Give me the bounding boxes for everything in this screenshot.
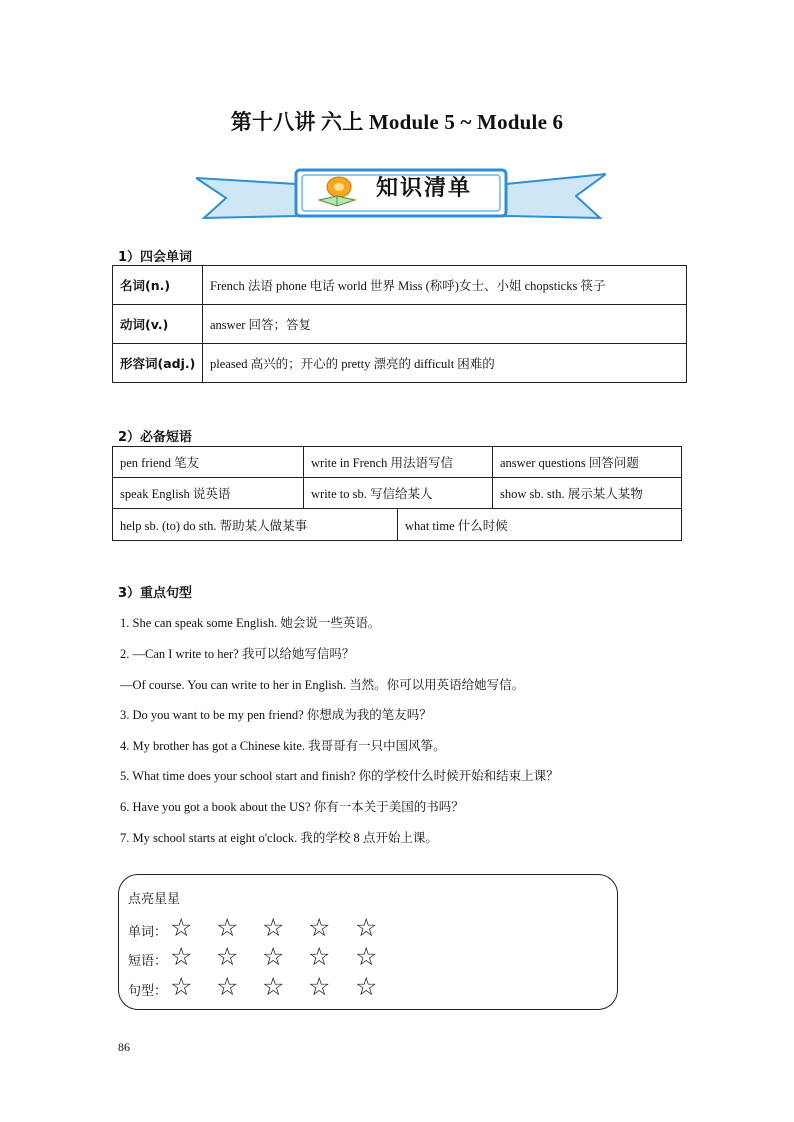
page-title: 第十八讲 六上 Module 5 ~ Module 6 [230, 110, 564, 134]
star-icon[interactable]: ☆ [262, 942, 285, 971]
star-row-label-sentences: 句型： [128, 984, 168, 999]
table-cell-label: 形容词(adj.) [113, 344, 203, 383]
table-cell: pleased 高兴的；开心的 pretty 漂亮的 difficult 困难的 [203, 344, 687, 383]
table-cell: help sb. (to) do sth. 帮助某人做某事 [113, 509, 398, 541]
table-cell: pen friend 笔友 [113, 447, 304, 478]
page-number: 86 [118, 1040, 130, 1054]
table-row [113, 509, 682, 541]
section-heading-phrases: 2）必备短语 [118, 430, 193, 445]
star-icon[interactable]: ☆ [216, 972, 239, 1001]
sentence: 6. Have you got a book about the US? 你有一本关于美国的书吗？ [120, 800, 464, 814]
sentence: 1. She can speak some English. 她会说一些英语。 [120, 616, 381, 630]
star-row-label-phrases: 短语： [128, 954, 168, 969]
star-icon[interactable]: ☆ [170, 913, 193, 942]
sentence: 2. —Can I write to her? 我可以给她写信吗？ [120, 647, 355, 661]
table-cell: answer 回答；答复 [203, 305, 687, 344]
star-icon[interactable]: ☆ [308, 972, 331, 1001]
table-cell: write to sb. 写信给某人 [304, 478, 493, 509]
table-cell-label: 动词(v.) [113, 305, 203, 344]
star-icon[interactable]: ☆ [355, 913, 378, 942]
star-icon[interactable]: ☆ [262, 972, 285, 1001]
star-icon[interactable]: ☆ [216, 942, 239, 971]
section-heading-words: 1）四会单词 [118, 250, 193, 265]
table-row [113, 266, 687, 305]
star-icon[interactable]: ☆ [308, 913, 331, 942]
table-cell: write in French 用法语写信 [304, 447, 493, 478]
table-row [113, 305, 687, 344]
sentence: 4. My brother has got a Chinese kite. 我哥哥有一只中国风筝。 [120, 739, 446, 753]
table-row [113, 478, 682, 509]
sentence: 3. Do you want to be my pen friend? 你想成为我的笔友吗？ [120, 708, 432, 722]
section-heading-sentences: 3）重点句型 [118, 586, 193, 601]
star-icon[interactable]: ☆ [216, 913, 239, 942]
table-cell: answer questions 回答问题 [493, 447, 682, 478]
phrase-table-top [112, 446, 682, 509]
star-icon[interactable]: ☆ [355, 972, 378, 1001]
sentence: —Of course. You can write to her in English. 当然。你可以用英语给她写信。 [120, 678, 525, 692]
star-icon[interactable]: ☆ [262, 913, 285, 942]
sentence: 5. What time does your school start and finish? 你的学校什么时候开始和结束上课？ [120, 769, 559, 783]
book-icon [315, 170, 359, 210]
table-cell: show sb. sth. 展示某人某物 [493, 478, 682, 509]
star-icon[interactable]: ☆ [170, 972, 193, 1001]
phrase-table-bottom [112, 508, 682, 541]
table-cell: French 法语 phone 电话 world 世界 Miss (称呼)女士、小姐 chopsticks 筷子 [203, 266, 687, 305]
sentence: 7. My school starts at eight o'clock. 我的学校 8 点开始上课。 [120, 831, 438, 845]
star-icon[interactable]: ☆ [355, 942, 378, 971]
table-row [113, 344, 687, 383]
star-box-title: 点亮星星 [128, 892, 181, 907]
vocab-table [112, 265, 687, 383]
table-cell: what time 什么时候 [398, 509, 682, 541]
star-row-label-words: 单词： [128, 925, 168, 940]
banner-label: 知识清单 [376, 176, 473, 201]
star-icon[interactable]: ☆ [170, 942, 193, 971]
table-cell-label: 名词(n.) [113, 266, 203, 305]
star-icon[interactable]: ☆ [308, 942, 331, 971]
table-cell: speak English 说英语 [113, 478, 304, 509]
table-row [113, 447, 682, 478]
